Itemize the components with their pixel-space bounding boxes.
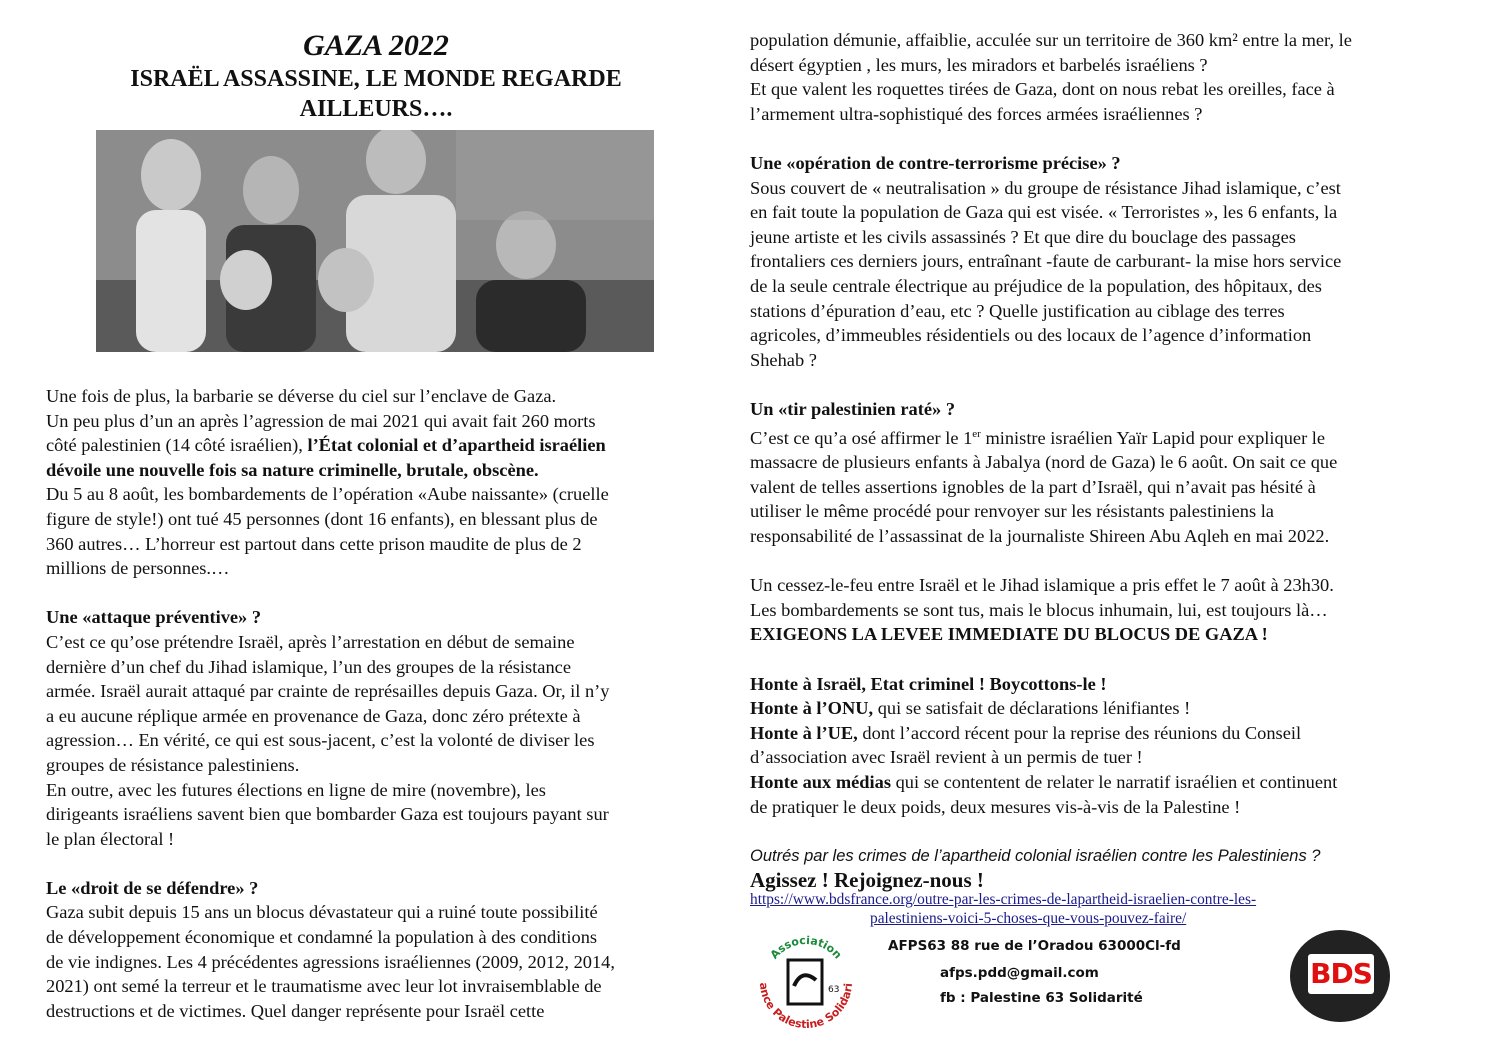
page-title: GAZA 2022 bbox=[303, 29, 449, 62]
bds-article-link-line2[interactable]: palestiniens-voici-5-choses-que-vous-pouvez-faire/ bbox=[870, 910, 1187, 927]
bds-article-link-line1[interactable]: https://www.bdsfrance.org/outre-par-les-crimes-de-lapartheid-israelien-contre-les- bbox=[750, 891, 1257, 908]
left-body: Une fois de plus, la barbarie se déverse du ciel sur l’enclave de Gaza. Un peu plus d’un an après l’agression de mai 2021 qui avait fait 260 morts côté palestinien (14 côté israélien), l’État colonial et d’apartheid israélien dévoile une nouvelle fois sa nature criminelle, brutale, obscène. Du 5 au 8 août, les bombardements de l’opération «Aube naissante» (cruelle figure de style!) ont tué 45 personnes (dont 16 enfants), en blessant plus de 360 autres… L’horreur est partout dans cette prison maudite de plus de 2 millions de personnes.… Une «attaque préventive» ? C’est ce qu’ose prétendre Israël, après l’arrestation en début de semaine dernière d’un chef du Jihad islamique, l’un des groupes de la résistance armée. Israël aurait attaqué par crainte de représailles depuis Gaza. Or, il n’y a eu aucune réplique armée en provenance de Gaza, donc zéro prétexte à agression… En vérité, ce qui est sous-jacent, c’est la volonté de diviser les groupes de résistance palestiniens. En outre, avec les futures élections en ligne de mire (novembre), les dirigeants israéliens savent bien que bombarder Gaza est toujours payant sur le plan électoral ! Le «droit de se défendre» ? Gaza subit depuis 15 ans un blocus dévastateur qui a ruiné toute possibilité de développement économique et condamné la population à des conditions de vie indignes. Les 4 précédentes agressions israéliennes (2009, 2012, 2014, 2021) ont semé la terreur et le traumatisme avec leur lot invraisemblable de destructions et de victimes. Quel danger représente pour Israël cette bbox=[46, 384, 716, 1023]
svg-text:63: 63 bbox=[828, 985, 840, 995]
shame-line: de pratiquer le deux poids, deux mesures vis-à-vis de la Palestine ! bbox=[750, 796, 1241, 817]
call-to-action: Agissez ! Rejoignez-nous ! bbox=[750, 867, 984, 892]
svg-text:Association: Association bbox=[767, 933, 845, 962]
left-column bbox=[46, 0, 706, 124]
right-column: population démunie, affaiblie, acculée sur un territoire de 360 km² entre la mer, le désert égyptien , les murs, les miradors et barbelés israéliens ? Et que valent les roquettes tirées de Gaza, dont on nous rebat les oreilles, face à l’armement ultra-sophistiqué des forces armées israéliennes ? Une «opération de contre-terrorisme précise» ? Sous couvert de « neutralisation » du groupe de résistance Jihad islamique, c’est en fait toute la population de Gaza qui est visée. « Terroristes », les 6 enfants, la jeune artiste et les civils assassinés ? Et que dire du bouclage des passages frontaliers ces derniers jours, entraînant -faute de carburant- la mise hors service de la seule centrale électrique au préjudice de la population, des hôpitaux, des stations d’épuration d’eau, etc ? Quelle justification au ciblage des terres agricoles, d’immeubles résidentiels ou des locaux de l’agence d’information Shehab ? Un «tir palestinien raté» ? C’est ce qu’a osé affirmer le 1er ministre israélien Yaïr Lapid pour expliquer le massacre de plusieurs enfants à Jabalya (nord de Gaza) le 6 août. On sait ce que valent de telles assertions ignobles de la part d’Israël, qui n’avait pas hésité à utiliser le même procédé pour renvoyer sur les résistants palestiniens la responsabilité de l’assassinat de la journaliste Shireen Abu Aqleh en mai 2022. Un cessez-le-feu entre Israël et le Jihad islamique a pris effet le 7 août à 23h30. Les bombardements se sont tus, mais le blocus inhumain, lui, est toujours là… EXIGEONS LA LEVEE IMMEDIATE DU BLOCUS DE GAZA ! Honte à Israël, Etat criminel ! Boycottons-le ! Honte à l’ONU, qui se satisfait de déclarations lénifiantes ! Honte à l’UE, dont l’accord récent pour la reprise des réunions du Conseil d’association avec Israël revient à un permis de tuer ! Honte aux médias qui se contentent de relater le narratif israélien et continuent de pratiquer le deux poids, deux mesures vis-à-vis de la Palestine ! Outrés par les crimes de l’apartheid colonial israélien contre les Palestiniens ? Agissez ! Rejoignez-nous ! bbox=[750, 28, 1450, 892]
shame-line: Honte à Israël, Etat criminel ! Boycottons-le ! bbox=[750, 673, 1107, 694]
heading-droit-de-se-defendre: Le «droit de se défendre» ? bbox=[46, 877, 259, 898]
page-subtitle-line2: AILLEURS…. bbox=[299, 96, 453, 122]
shame-line: Honte aux médias qui se contentent de relater le narratif israélien et continuent bbox=[750, 771, 1338, 792]
page-subtitle-line1: ISRAËL ASSASSINE, LE MONDE REGARDE bbox=[130, 66, 622, 92]
shame-line: d’association avec Israël revient à un permis de tuer ! bbox=[750, 747, 1143, 768]
demand-statement: EXIGEONS LA LEVEE IMMEDIATE DU BLOCUS DE GAZA ! bbox=[750, 624, 1268, 645]
org-facebook: fb : Palestine 63 Solidarité bbox=[940, 990, 1143, 1006]
org-address: AFPS63 88 rue de l’Oradou 63000Cl-fd bbox=[888, 938, 1181, 954]
call-to-action-question: Outrés par les crimes de l’apartheid colonial israélien contre les Palestiniens ? bbox=[750, 846, 1321, 865]
heading-attaque-preventive: Une «attaque préventive» ? bbox=[46, 607, 262, 628]
org-email: afps.pdd@gmail.com bbox=[940, 965, 1099, 981]
svg-text:France Palestine Solidarité: ance Palestine Solidari bbox=[756, 981, 856, 1032]
bds-logo-icon: BDS bbox=[1290, 930, 1390, 1022]
heading-contre-terrorisme: Une «opération de contre-terrorisme précise» ? bbox=[750, 152, 1121, 173]
heading-tir-palestinien-rate: Un «tir palestinien raté» ? bbox=[750, 398, 956, 419]
shame-line: Honte à l’ONU, qui se satisfait de déclarations lénifiantes ! bbox=[750, 698, 1191, 719]
afps-logo-icon bbox=[750, 926, 862, 1038]
shame-line: Honte à l’UE, dont l’accord récent pour la reprise des réunions du Conseil bbox=[750, 722, 1302, 743]
photo-of-crying-children-icon bbox=[96, 130, 654, 352]
